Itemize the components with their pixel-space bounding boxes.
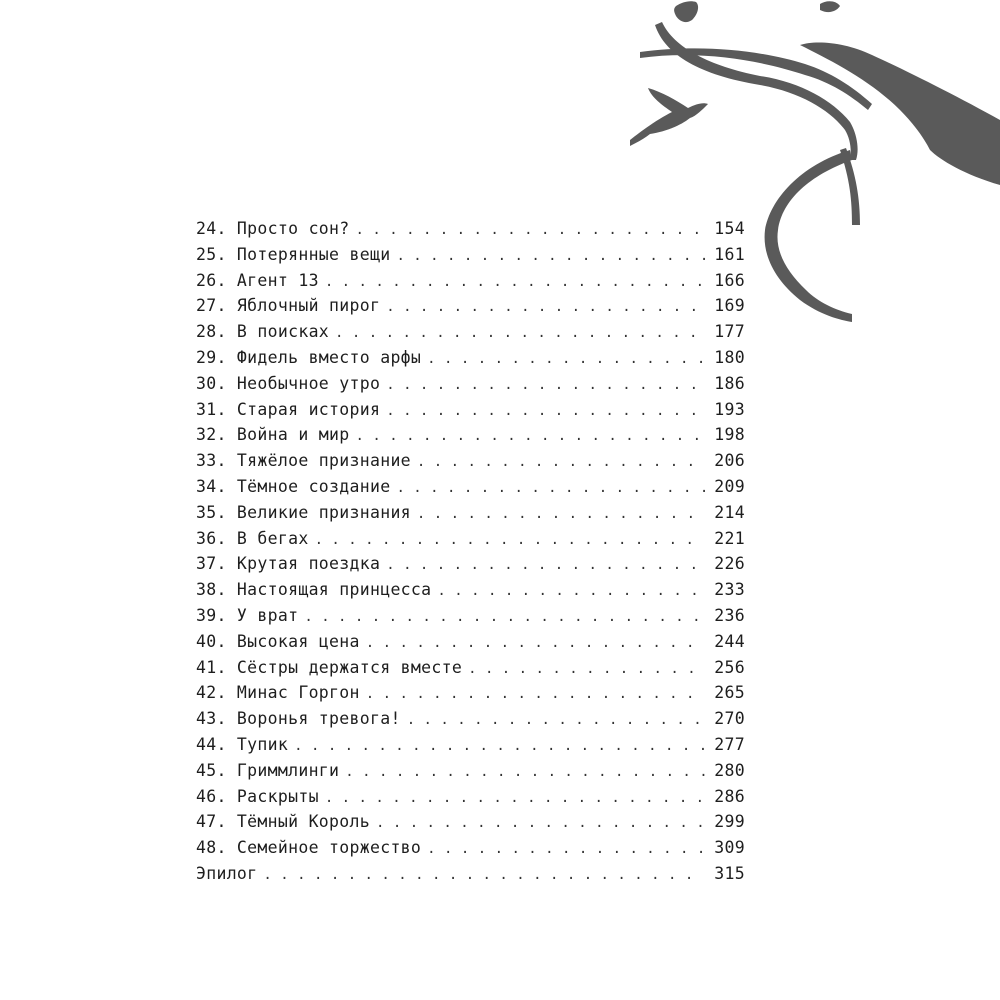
toc-entry-page: 309 [714, 838, 745, 858]
toc-entry-title: 46. Раскрыты [196, 786, 319, 806]
toc-leader-dots [396, 480, 705, 496]
toc-entry-title: 26. Агент 13 [196, 270, 319, 290]
toc-leader-dots [468, 661, 705, 677]
toc-entry[interactable] [196, 683, 745, 709]
toc-entry[interactable] [196, 400, 745, 426]
toc-entry-page: 198 [714, 425, 745, 445]
toc-leader-dots [386, 403, 705, 419]
toc-entry-title: 39. У врат [196, 605, 299, 625]
toc-leader-dots [427, 841, 705, 857]
toc-entry-title: 33. Тяжёлое признание [196, 451, 411, 471]
bird-icon-top [674, 1, 698, 22]
toc-entry-page: 265 [714, 683, 745, 703]
toc-entry[interactable] [196, 245, 745, 271]
toc-entry-title: 30. Необычное утро [196, 373, 381, 393]
toc-leader-dots [396, 248, 705, 264]
toc-entry[interactable] [196, 606, 745, 632]
toc-leader-dots [335, 325, 705, 341]
toc-leader-dots [386, 557, 705, 573]
toc-entry-page: 177 [714, 322, 745, 342]
toc-entry-page: 244 [714, 631, 745, 651]
toc-entry[interactable] [196, 503, 745, 529]
toc-entry-page: 193 [714, 399, 745, 419]
toc-entry[interactable] [196, 296, 745, 322]
toc-entry-title: 42. Минас Горгон [196, 683, 360, 703]
toc-entry[interactable] [196, 374, 745, 400]
toc-leader-dots [356, 222, 705, 238]
leaf-icon [820, 1, 840, 12]
toc-entry[interactable] [196, 425, 745, 451]
toc-leader-dots [315, 532, 705, 548]
toc-leader-dots [304, 609, 705, 625]
toc-leader-dots [345, 764, 705, 780]
toc-entry[interactable] [196, 219, 745, 245]
toc-entry-page: 166 [714, 270, 745, 290]
toc-entry-page: 256 [714, 657, 745, 677]
toc-entry[interactable] [196, 451, 745, 477]
toc-entry-title: 37. Крутая поездка [196, 554, 381, 574]
toc-entry-title: 28. В поисках [196, 322, 330, 342]
toc-entry[interactable] [196, 787, 745, 813]
toc-entry-title: 24. Просто сон? [196, 219, 350, 238]
toc-entry[interactable] [196, 658, 745, 684]
toc-leader-dots [263, 867, 705, 883]
toc-entry-page: 186 [714, 373, 745, 393]
toc-entry[interactable] [196, 322, 745, 348]
toc-entry-title: 48. Семейное торжество [196, 838, 422, 858]
toc-entry-page: 270 [714, 709, 745, 729]
toc-entry-title: Эпилог [196, 863, 258, 883]
tree-branch-lower [765, 150, 852, 322]
toc-leader-dots [376, 815, 705, 831]
toc-entry-page: 280 [714, 760, 745, 780]
toc-entry-page: 206 [714, 451, 745, 471]
toc-leader-dots [356, 428, 705, 444]
toc-entry-title: 45. Гриммлинги [196, 760, 340, 780]
bird-icon [630, 88, 708, 146]
toc-entry[interactable] [196, 580, 745, 606]
toc-leader-dots [417, 454, 705, 470]
toc-entry-page: 286 [714, 786, 745, 806]
toc-entry-page: 209 [714, 476, 745, 496]
toc-entry-page: 221 [714, 528, 745, 548]
toc-leader-dots [386, 377, 705, 393]
toc-entry[interactable] [196, 838, 745, 864]
toc-entry-title: 40. Высокая цена [196, 631, 360, 651]
toc-leader-dots [366, 635, 705, 651]
toc-entry-epilogue[interactable] [196, 864, 745, 890]
toc-leader-dots [407, 712, 705, 728]
toc-entry[interactable] [196, 477, 745, 503]
toc-entry-title: 25. Потерянные вещи [196, 244, 391, 264]
toc-leader-dots [325, 274, 705, 290]
toc-entry-page: 277 [714, 734, 745, 754]
toc-entry[interactable] [196, 812, 745, 838]
table-of-contents [196, 219, 745, 890]
toc-entry[interactable] [196, 529, 745, 555]
toc-entry[interactable] [196, 735, 745, 761]
toc-leader-dots [366, 686, 705, 702]
toc-entry-page: 233 [714, 580, 745, 600]
toc-entry[interactable] [196, 271, 745, 297]
toc-entry-title: 43. Воронья тревога! [196, 709, 401, 729]
toc-entry-title: 32. Война и мир [196, 425, 350, 445]
toc-entry-title: 34. Тёмное создание [196, 476, 391, 496]
toc-entry-page: 154 [714, 219, 745, 238]
toc-entry-page: 226 [714, 554, 745, 574]
toc-entry[interactable] [196, 554, 745, 580]
toc-entry-title: 47. Тёмный Король [196, 812, 370, 832]
tree-branch-top [655, 22, 858, 160]
toc-leader-dots [386, 299, 705, 315]
toc-entry-page: 161 [714, 244, 745, 264]
toc-leader-dots [294, 738, 705, 754]
toc-leader-dots [325, 790, 705, 806]
toc-leader-dots [437, 583, 705, 599]
toc-leader-dots [427, 351, 705, 367]
toc-entry-title: 29. Фидель вместо арфы [196, 347, 422, 367]
toc-entry-title: 35. Великие признания [196, 502, 411, 522]
toc-entry-title: 27. Яблочный пирог [196, 296, 381, 316]
toc-entry[interactable] [196, 348, 745, 374]
toc-entry-title: 31. Старая история [196, 399, 381, 419]
toc-entry[interactable] [196, 632, 745, 658]
toc-entry-title: 44. Тупик [196, 734, 289, 754]
toc-entry-page: 180 [714, 347, 745, 367]
toc-entry[interactable] [196, 761, 745, 787]
toc-entry-page: 315 [714, 863, 745, 883]
toc-entry-page: 169 [714, 296, 745, 316]
toc-entry-page: 236 [714, 605, 745, 625]
toc-entry-title: 36. В бегах [196, 528, 309, 548]
toc-leader-dots [417, 506, 705, 522]
toc-entry-title: 41. Сёстры держатся вместе [196, 657, 463, 677]
toc-entry-title: 38. Настоящая принцесса [196, 580, 432, 600]
toc-entry-page: 214 [714, 502, 745, 522]
toc-entry[interactable] [196, 709, 745, 735]
toc-entry-page: 299 [714, 812, 745, 832]
